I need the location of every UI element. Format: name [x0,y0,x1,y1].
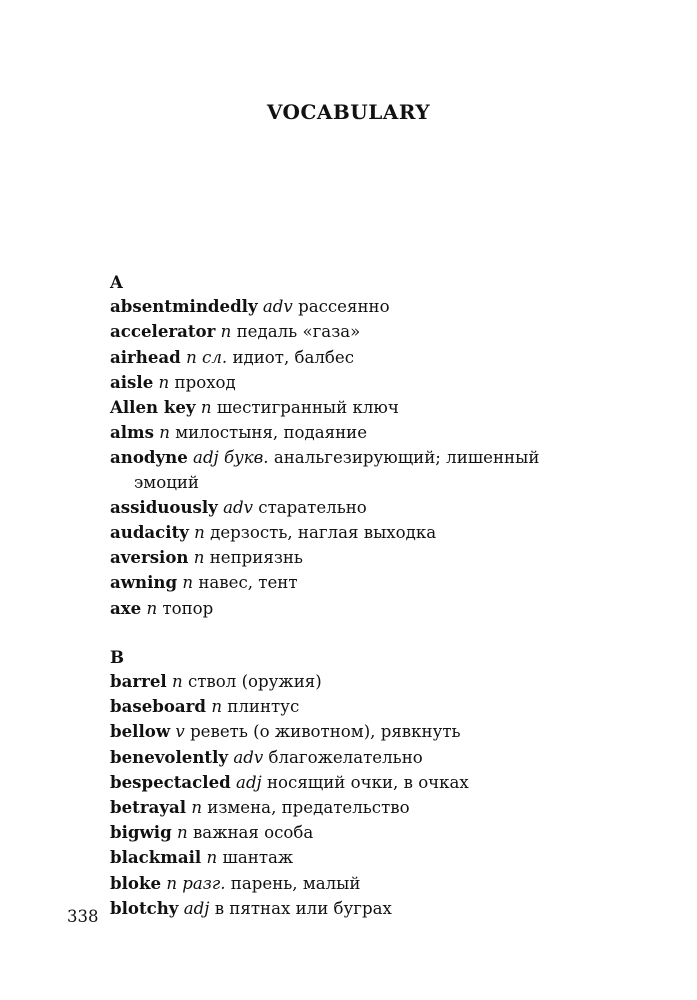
entry-translation: анальгезирующий; лишенный эмоций [134,448,540,492]
entry-term: accelerator [110,321,216,342]
entry-part-of-speech: n [194,523,205,543]
vocabulary-entry [110,694,570,719]
entry-translation: носящий очки, в очках [267,772,469,792]
entry-translation: ствол (оружия) [187,672,322,692]
entry-translation: дерзость, наглая выходка [210,523,437,543]
entry-translation: реветь (о животном), рявкнуть [190,722,461,742]
vocabulary-entry [110,370,570,395]
entry-part-of-speech: n сл. [186,347,228,367]
vocabulary-entry [110,420,570,445]
vocabulary-entry [110,719,570,744]
vocabulary-entry [110,395,570,420]
entry-term: bigwig [110,822,172,843]
entry-translation: важная особа [192,823,314,843]
section-letter: B [110,646,125,667]
entry-part-of-speech: adj [183,898,210,918]
vocabulary-entry [110,596,570,621]
entry-translation: старательно [258,497,367,517]
entry-term: betrayal [110,797,187,818]
entry-term: blackmail [110,847,202,868]
entry-translation: навес, тент [198,573,298,593]
entry-term: airhead [110,346,181,367]
vocabulary-entry [110,745,570,770]
vocabulary-entry [110,871,570,896]
entry-part-of-speech: n [191,798,202,818]
entry-term: aversion [110,547,189,568]
vocabulary-entry [110,319,570,344]
entry-translation: измена, предательство [207,798,410,818]
entry-part-of-speech: n разг. [166,873,226,893]
entry-part-of-speech: n [176,823,188,843]
entry-part-of-speech: adv [262,297,293,317]
entry-part-of-speech: n [146,598,158,618]
vocabulary-entry [110,795,570,820]
vocabulary-entry [110,445,570,494]
entry-term: alms [110,422,154,443]
entry-term: bellow [110,721,171,742]
entry-translation: проход [174,372,236,392]
entry-part-of-speech: adv [223,497,253,517]
entry-translation: благожелательно [268,747,423,767]
entry-part-of-speech: n [220,322,232,342]
entry-part-of-speech: n [158,372,170,392]
vocabulary-section [110,270,570,621]
vocabulary-entry [110,896,570,921]
page-number: 338 [67,907,99,926]
entry-translation: педаль «газа» [236,322,361,342]
vocabulary-entry [110,294,570,319]
vocabulary-entry [110,820,570,845]
vocabulary-section [110,645,570,921]
section-letter: A [110,272,123,292]
entry-term: audacity [110,522,189,543]
entry-part-of-speech: n [206,848,218,868]
entry-term: bespectacled [110,771,231,792]
entry-part-of-speech: adj букв. [193,448,269,468]
entry-term: baseboard [110,696,207,717]
vocabulary-entry [110,669,570,694]
entry-term: bloke [110,872,162,893]
vocabulary-entry [110,345,570,370]
entry-part-of-speech: adj [236,772,262,792]
entry-term: assiduously [110,496,218,517]
vocabulary-entry [110,570,570,595]
entry-term: blotchy [110,897,179,918]
vocabulary-entry [110,770,570,795]
entry-translation: парень, малый [230,873,361,893]
vocabulary-entry [110,520,570,545]
entry-translation: шантаж [222,848,294,868]
entry-translation: топор [162,598,214,618]
entry-term: aisle [110,371,154,392]
entry-part-of-speech: v [175,722,185,742]
entry-term: absentmindedly [110,296,258,317]
entry-part-of-speech: n [200,398,212,418]
entry-translation: шестигранный ключ [216,398,399,418]
vocabulary-list [110,270,570,921]
entry-part-of-speech: n [171,672,183,692]
entry-part-of-speech: adv [233,747,264,767]
vocabulary-entry [110,545,570,570]
entry-translation: милостыня, подаяние [175,423,368,443]
entry-term: awning [110,572,178,593]
entry-translation: идиот, балбес [232,347,355,367]
entry-term: Allen key [110,397,196,418]
entry-term: barrel [110,671,167,692]
entry-translation: рассеянно [298,297,390,317]
entry-term: anodyne [110,447,188,468]
entry-translation: в пятнах или буграх [214,898,392,918]
entry-part-of-speech: n [193,548,205,568]
vocabulary-entry [110,495,570,520]
entry-term: axe [110,597,142,618]
entry-term: benevolently [110,746,229,767]
entry-part-of-speech: n [159,423,170,443]
vocabulary-entry [110,845,570,870]
entry-part-of-speech: n [211,697,222,717]
page-title: VOCABULARY [266,100,431,124]
entry-part-of-speech: n [182,573,194,593]
entry-translation: плинтус [227,697,300,717]
entry-translation: неприязнь [209,548,303,568]
